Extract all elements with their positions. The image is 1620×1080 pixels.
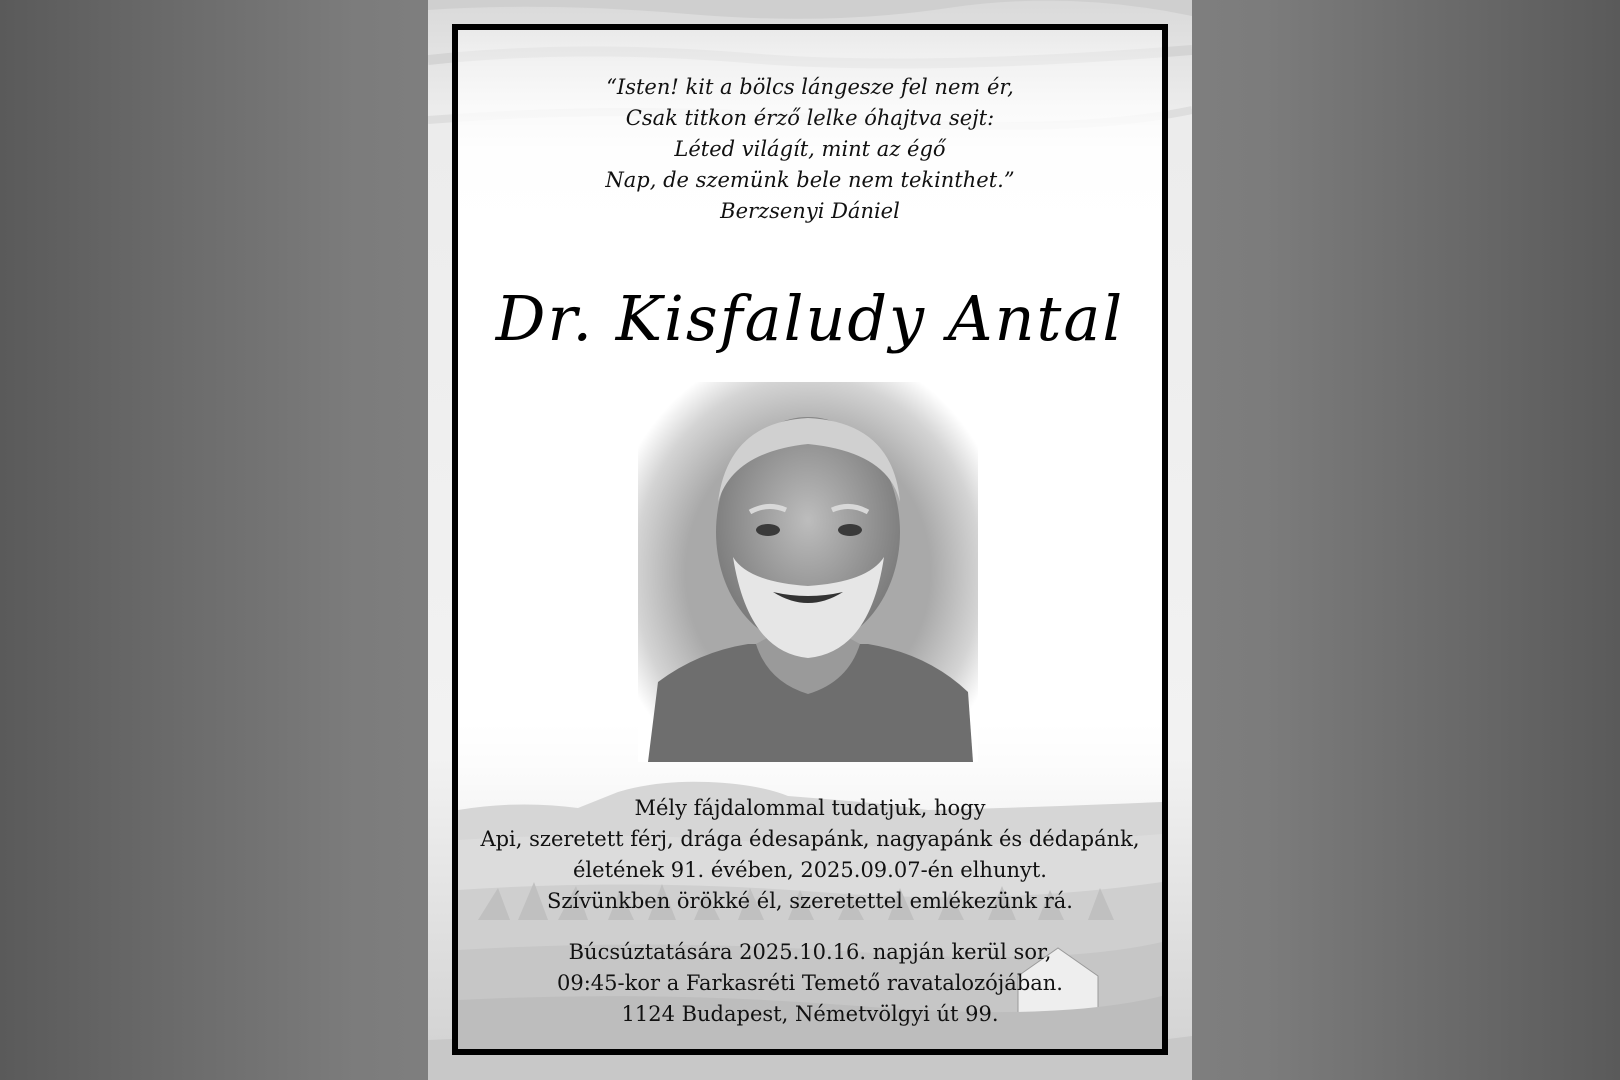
portrait-photo bbox=[638, 382, 978, 762]
poem-quote bbox=[458, 72, 1162, 227]
message-line: Szívünkben örökké él, szeretettel emlékezünk rá. bbox=[547, 889, 1073, 913]
deceased-name: Dr. Kisfaludy Antal bbox=[495, 282, 1125, 355]
obituary-sheet bbox=[428, 0, 1192, 1080]
ceremony-line: 09:45-kor a Farkasréti Temető ravatalozójában. bbox=[557, 971, 1063, 995]
announcement-text bbox=[458, 793, 1162, 917]
quote-line: Léted világít, mint az égő bbox=[674, 137, 946, 161]
quote-line: Nap, de szemünk bele nem tekinthet.” bbox=[605, 168, 1015, 192]
black-frame bbox=[452, 24, 1168, 1055]
message-line: Api, szeretett férj, drága édesapánk, nagyapánk és dédapánk, bbox=[480, 827, 1140, 851]
ceremony-line: Búcsúztatására 2025.10.16. napján kerül sor, bbox=[568, 940, 1052, 964]
quote-line: “Isten! kit a bölcs lángesze fel nem ér, bbox=[606, 75, 1014, 99]
message-line: életének 91. évében, 2025.09.07-én elhunyt. bbox=[573, 858, 1047, 882]
message-line: Mély fájdalommal tudatjuk, hogy bbox=[634, 796, 986, 820]
ceremony-line: 1124 Budapest, Németvölgyi út 99. bbox=[621, 1002, 999, 1026]
quote-author: Berzsenyi Dániel bbox=[720, 199, 900, 223]
ceremony-details bbox=[458, 937, 1162, 1030]
quote-line: Csak titkon érző lelke óhajtva sejt: bbox=[625, 106, 995, 130]
